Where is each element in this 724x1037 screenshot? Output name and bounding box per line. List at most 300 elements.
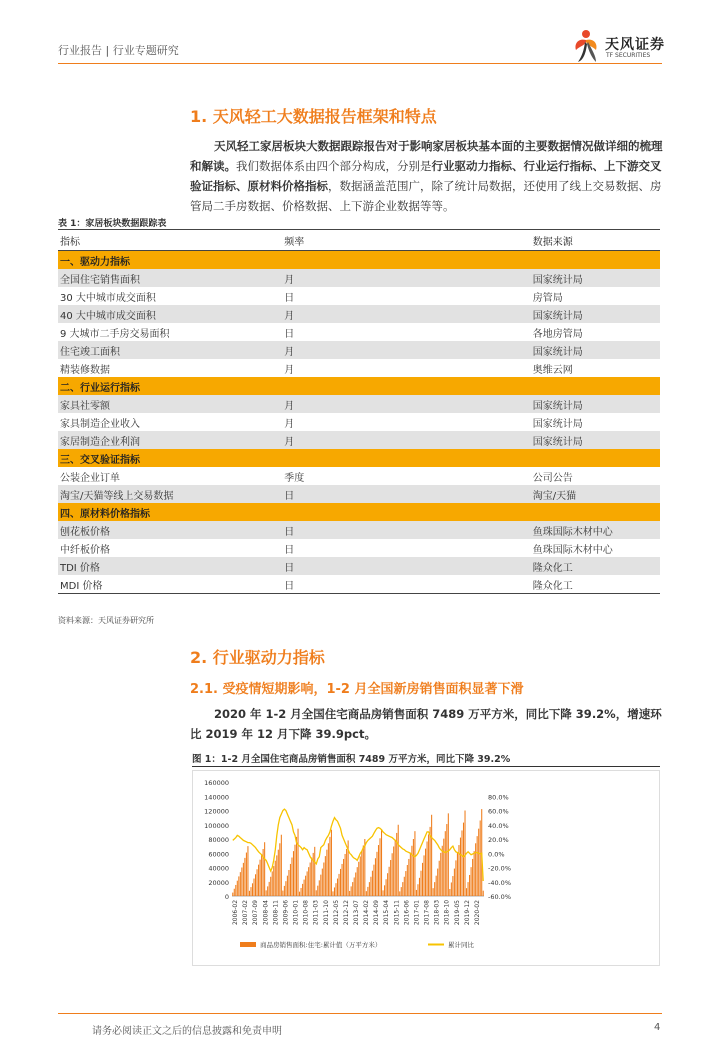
- cell-source: 房管局: [532, 292, 563, 304]
- bar: [322, 869, 323, 896]
- bar: [430, 827, 431, 896]
- bar: [404, 877, 405, 896]
- bar: [427, 841, 428, 896]
- bar: [325, 856, 326, 896]
- table-row: [58, 467, 660, 485]
- bar: [393, 846, 394, 896]
- cell-indicator: 家具制造企业收入: [60, 418, 140, 430]
- x-tick-label: 2010-01: [292, 899, 300, 926]
- lead-bold: 天风轻工家居板块大数据跟踪报告对于影响家居板块基本面的主要数据情况做详细的梳理和解读。: [190, 139, 663, 173]
- bar: [258, 865, 259, 896]
- bar: [316, 890, 317, 896]
- logo-name-en: TF SECURITIES: [606, 52, 651, 59]
- tf-logo-icon: [572, 28, 600, 64]
- bar: [477, 836, 478, 896]
- bar: [294, 845, 295, 896]
- y-right-tick-label: 20.0%: [488, 836, 509, 844]
- bar: [320, 875, 321, 896]
- y-left-tick-label: 80000: [208, 836, 229, 844]
- bar: [305, 876, 306, 896]
- logo-name-cn: 天风证券: [605, 37, 665, 53]
- legend-bar-label: 商品房销售面积:住宅:累计值（万平方米）: [260, 941, 382, 949]
- body-text-2: ，数据涵盖范围广，除了统计局数据，还使用了线上交易数据、房管局二手房数据、价格数据、上下游企业数据等等。: [190, 179, 662, 213]
- bar: [278, 850, 279, 896]
- y-left-tick-label: 140000: [204, 793, 229, 802]
- table-row: [58, 287, 660, 305]
- cell-source: 国家统计局: [531, 395, 660, 413]
- cell-source: 国家统计局: [531, 305, 660, 323]
- bar: [275, 861, 276, 896]
- cell-source: 各地房管局: [532, 328, 583, 340]
- bar: [241, 868, 242, 897]
- cell-source: [531, 449, 660, 467]
- bar: [355, 872, 356, 896]
- bar: [383, 890, 384, 896]
- cell-frequency: 月: [282, 341, 530, 359]
- bar: [328, 843, 329, 896]
- bar: [279, 843, 280, 896]
- y-left-tick-label: 60000: [208, 850, 229, 859]
- bar: [346, 849, 347, 896]
- bar: [358, 862, 359, 896]
- bar: [363, 845, 364, 896]
- y-right-tick-label: -20.0%: [488, 864, 511, 873]
- bar: [370, 877, 371, 896]
- cell-indicator: 二、行业运行指标: [58, 377, 282, 395]
- table-row: [58, 539, 660, 557]
- table-row: [58, 431, 660, 449]
- bar: [304, 880, 305, 896]
- bar: [257, 869, 258, 896]
- x-tick-label: 2010-08: [302, 900, 310, 926]
- cell-frequency: 日: [282, 575, 530, 594]
- table-row: [58, 269, 660, 287]
- bar: [249, 891, 250, 896]
- cell-frequency: 月: [282, 431, 530, 449]
- x-tick-label: 2012-05: [332, 899, 340, 926]
- cell-source: 鱼珠国际木材中心: [532, 544, 613, 556]
- bar: [291, 858, 292, 896]
- cell-indicator: 精装修数据: [60, 364, 110, 376]
- bar: [378, 845, 379, 896]
- bar: [443, 839, 444, 896]
- bar: [252, 883, 253, 896]
- cell-source: 国家统计局: [531, 341, 660, 359]
- cell-indicator: 家居制造企业利润: [58, 431, 282, 449]
- bar: [414, 831, 415, 896]
- bar: [401, 887, 402, 896]
- bar: [448, 813, 449, 896]
- bar: [417, 884, 418, 896]
- cell-indicator: 淘宝/天猫等线上交易数据: [58, 485, 282, 503]
- bar: [428, 834, 429, 896]
- col-header-frequency: 频率: [282, 230, 530, 251]
- bar: [284, 886, 285, 896]
- cell-source: [531, 377, 660, 395]
- bar: [389, 867, 390, 896]
- table-category-row: [58, 449, 660, 467]
- table-row: [58, 413, 660, 431]
- cell-indicator: MDI 价格: [58, 575, 282, 594]
- cell-source: 国家统计局: [532, 418, 583, 430]
- bar: [243, 863, 244, 896]
- y-left-tick-label: 40000: [208, 864, 229, 873]
- data-tracking-table: [58, 229, 660, 594]
- cell-indicator: 住宅竣工面积: [58, 341, 282, 359]
- table-category-row: [58, 251, 660, 270]
- y-right-tick-label: -60.0%: [488, 893, 511, 901]
- bar: [451, 882, 452, 896]
- bar: [331, 830, 332, 896]
- bar: [308, 867, 309, 896]
- cell-frequency: 月: [282, 269, 530, 287]
- bar: [337, 879, 338, 896]
- bar: [301, 888, 302, 896]
- bar: [437, 869, 438, 896]
- bar: [433, 888, 434, 896]
- bar: [439, 861, 440, 896]
- cell-source: 隆众化工: [531, 575, 660, 594]
- bar: [282, 891, 283, 896]
- cell-source: 淘宝/天猫: [531, 485, 660, 503]
- x-tick-label: 2019-12: [463, 900, 471, 926]
- bar: [464, 811, 465, 897]
- x-tick-label: 2009-06: [282, 899, 290, 926]
- y-left-tick-label: 160000: [204, 779, 229, 787]
- cell-source: 奥维云网: [532, 364, 573, 376]
- cell-frequency: 日: [284, 544, 295, 556]
- bar: [234, 889, 235, 896]
- bar: [269, 882, 270, 896]
- x-tick-label: 2018-10: [443, 899, 451, 926]
- bar: [288, 870, 289, 896]
- cell-source: 公司公告: [532, 472, 573, 484]
- bar: [478, 829, 479, 896]
- bar: [386, 879, 387, 896]
- table-row: [58, 395, 660, 413]
- table-row: [58, 485, 660, 503]
- bar: [475, 843, 476, 896]
- bar: [352, 882, 353, 896]
- bar: [455, 860, 456, 896]
- bar: [276, 855, 277, 896]
- bar: [296, 837, 297, 896]
- bar: [369, 882, 370, 896]
- bar: [354, 877, 355, 896]
- bar: [392, 853, 393, 896]
- bar: [326, 850, 327, 896]
- x-tick-label: 2011-10: [322, 900, 330, 926]
- bar: [424, 855, 425, 896]
- bar: [384, 885, 385, 896]
- y-right-tick-label: 60.0%: [488, 807, 509, 816]
- bar: [440, 853, 441, 896]
- bar: [434, 882, 435, 896]
- bar: [335, 883, 336, 896]
- bar: [425, 849, 426, 896]
- bar: [483, 891, 484, 896]
- y-left-tick-label: 120000: [204, 807, 229, 816]
- table-header-row: [58, 230, 660, 251]
- bar: [398, 825, 399, 896]
- bar: [343, 859, 344, 896]
- figure-divider: [192, 766, 660, 767]
- x-tick-label: 2014-02: [363, 900, 371, 926]
- bar: [281, 835, 282, 896]
- x-tick-label: 2014-09: [373, 900, 381, 926]
- cell-indicator: 中纤板价格: [60, 544, 110, 556]
- bar: [329, 837, 330, 896]
- cell-indicator: TDI 价格: [58, 557, 282, 575]
- bar: [361, 851, 362, 896]
- x-tick-label: 2008-04: [262, 900, 270, 926]
- bar: [351, 886, 352, 896]
- cell-frequency: [282, 251, 530, 270]
- cell-indicator: 四、原材料价格指标: [58, 503, 282, 521]
- bar: [463, 823, 464, 896]
- bar: [255, 874, 256, 896]
- section-2-1-subtitle: 2.1. 受疫情短期影响，1-2 月全国新房销售面积显著下滑: [190, 682, 524, 697]
- cell-frequency: 月: [284, 364, 295, 376]
- bar: [232, 893, 233, 896]
- bar: [436, 876, 437, 896]
- figure-caption: 图 1：1-2 月全国住宅商品房销售面积 7489 万平方米，同比下降 39.2%: [192, 754, 511, 765]
- bar: [299, 892, 300, 896]
- legend-line-label: 累计同比: [448, 941, 474, 949]
- bar: [311, 858, 312, 896]
- bar: [373, 865, 374, 896]
- cell-indicator: 公装企业订单: [60, 472, 120, 484]
- cell-indicator: 9 大城市二手房交易面积: [60, 328, 170, 340]
- x-tick-label: 2007-02: [242, 899, 250, 926]
- x-tick-label: 2006-02: [232, 899, 239, 926]
- cell-frequency: [282, 377, 530, 395]
- bar: [390, 860, 391, 896]
- table-row: [58, 521, 660, 539]
- bar: [310, 863, 311, 896]
- x-tick-label: 2015-11: [393, 899, 401, 926]
- y-right-tick-label: 0.0%: [488, 850, 505, 859]
- y-left-tick-label: 0: [224, 893, 229, 901]
- table-row: [58, 341, 660, 359]
- bar: [364, 839, 365, 896]
- x-tick-label: 2017-08: [423, 900, 431, 926]
- y-left-tick-label: 20000: [208, 878, 229, 887]
- bar: [260, 860, 261, 896]
- bar: [264, 842, 265, 896]
- bar: [468, 882, 469, 896]
- bar: [270, 877, 271, 896]
- y-right-tick-label: 40.0%: [488, 821, 509, 830]
- bar: [471, 867, 472, 896]
- x-tick-label: 2017-01: [413, 900, 421, 926]
- section-2-title: 2. 行业驱动力指标: [190, 648, 325, 667]
- sales-area-chart: [192, 772, 532, 958]
- x-tick-label: 2007-09: [252, 900, 260, 926]
- bar: [247, 846, 248, 896]
- bar: [360, 856, 361, 896]
- table-row: [58, 575, 660, 594]
- cell-frequency: 月: [284, 418, 295, 430]
- bar: [460, 838, 461, 896]
- cell-frequency: [282, 449, 530, 467]
- bar: [454, 869, 455, 896]
- bar: [332, 891, 333, 896]
- cell-frequency: 日: [282, 557, 530, 575]
- cell-indicator: 30 大中城市成交面积: [60, 292, 156, 304]
- bar: [237, 881, 238, 896]
- table-row: [58, 359, 660, 377]
- bar: [469, 875, 470, 896]
- section-2-paragraph: 2020 年 1-2 月全国住宅商品房销售面积 7489 万平方米，同比下降 39.2%，增速环比 2019 年 12 月下降 39.9pct。: [190, 707, 662, 741]
- bar: [235, 885, 236, 896]
- cell-indicator: 家具社零额: [58, 395, 282, 413]
- footer-disclaimer: 请务必阅读正文之后的信息披露和免责申明: [92, 1026, 282, 1037]
- bar: [445, 831, 446, 896]
- bar: [405, 871, 406, 896]
- bar: [293, 851, 294, 896]
- bar: [334, 887, 335, 896]
- cell-frequency: 月: [282, 395, 530, 413]
- table-category-row: [58, 377, 660, 395]
- cell-indicator: 40 大中城市成交面积: [58, 305, 282, 323]
- bar: [408, 859, 409, 896]
- bar: [250, 887, 251, 896]
- cell-frequency: 日: [282, 485, 530, 503]
- bar: [314, 847, 315, 896]
- bar: [379, 838, 380, 896]
- bar: [461, 830, 462, 896]
- cell-source: [531, 251, 660, 270]
- y-right-tick-label: -40.0%: [488, 878, 511, 887]
- cell-frequency: 日: [282, 521, 530, 539]
- bar: [340, 869, 341, 896]
- cell-source: 隆众化工: [531, 557, 660, 575]
- bar: [342, 864, 343, 896]
- table-category-row: [58, 503, 660, 521]
- bar: [307, 871, 308, 896]
- cell-frequency: [282, 503, 530, 521]
- col-header-indicator: 指标: [58, 230, 282, 251]
- y-left-tick-label: 100000: [204, 821, 229, 830]
- bar: [457, 852, 458, 896]
- table-row: [58, 305, 660, 323]
- bar: [452, 876, 453, 896]
- bar: [399, 891, 400, 896]
- bar: [474, 851, 475, 896]
- table-caption: 表 1：家居板块数据跟踪表: [58, 219, 167, 229]
- bar: [345, 854, 346, 896]
- cell-frequency: 季度: [284, 472, 305, 484]
- bar: [338, 874, 339, 896]
- bar: [273, 866, 274, 896]
- bar: [298, 829, 299, 896]
- header-divider: [58, 63, 662, 64]
- bar: [416, 890, 417, 896]
- bar: [272, 871, 273, 896]
- y-right-tick-label: 80.0%: [488, 793, 509, 802]
- bar: [446, 824, 447, 896]
- bar: [375, 858, 376, 896]
- cell-source: 鱼珠国际木材中心: [531, 521, 660, 539]
- bar: [410, 853, 411, 896]
- cell-source: [531, 503, 660, 521]
- bar: [317, 886, 318, 896]
- legend-bar-swatch: [240, 942, 256, 947]
- bar: [472, 859, 473, 896]
- cell-indicator: 全国住宅销售面积: [58, 269, 282, 287]
- bar: [395, 840, 396, 896]
- cell-source: 国家统计局: [531, 431, 660, 449]
- bar: [287, 876, 288, 896]
- bar: [244, 858, 245, 896]
- brand-logo: [572, 28, 672, 68]
- bar: [367, 887, 368, 896]
- col-header-source: 数据来源: [531, 230, 660, 251]
- bold-text-1: 行业驱动力指标、行业运行指标、上下游交叉验证指标、原材料价格指标: [190, 159, 662, 193]
- x-tick-label: 2011-03: [312, 900, 320, 926]
- bar: [431, 815, 432, 896]
- section-1-title: 1. 天风轻工大数据报告框架和特点: [190, 107, 437, 126]
- bar: [261, 855, 262, 896]
- bar: [266, 890, 267, 896]
- bar: [290, 864, 291, 896]
- table-row: [58, 557, 660, 575]
- bar: [246, 853, 247, 896]
- bar: [319, 880, 320, 896]
- page-number: 4: [654, 1022, 661, 1033]
- bar: [238, 876, 239, 896]
- bar: [449, 889, 450, 896]
- x-tick-label: 2020-02: [474, 900, 481, 926]
- bar: [349, 891, 350, 896]
- cell-source: 国家统计局: [531, 269, 660, 287]
- cell-indicator: 一、驱动力指标: [58, 251, 282, 270]
- bar: [407, 865, 408, 896]
- table-source: 资料来源：天风证券研究所: [58, 616, 154, 625]
- cell-frequency: 月: [282, 305, 530, 323]
- cell-frequency: 日: [284, 292, 295, 304]
- x-tick-label: 2013-07: [353, 900, 360, 926]
- bar: [240, 872, 241, 896]
- cell-frequency: 日: [284, 328, 295, 340]
- x-tick-label: 2012-12: [342, 899, 350, 926]
- x-tick-label: 2018-03: [433, 899, 441, 926]
- bar: [422, 863, 423, 896]
- table-row: [58, 323, 660, 341]
- bar: [323, 863, 324, 896]
- bar: [466, 888, 467, 896]
- x-tick-label: 2019-05: [453, 900, 461, 926]
- bar: [376, 852, 377, 896]
- bar: [253, 879, 254, 896]
- x-tick-label: 2016-06: [403, 900, 411, 926]
- footer-divider: [58, 1013, 662, 1014]
- bar: [387, 873, 388, 896]
- report-breadcrumb: 行业报告 | 行业专题研究: [58, 44, 179, 57]
- bar: [267, 886, 268, 896]
- bar: [285, 881, 286, 896]
- bar: [357, 867, 358, 896]
- bar: [413, 839, 414, 896]
- bar: [442, 846, 443, 896]
- x-tick-label: 2015-04: [383, 899, 391, 926]
- bar: [302, 884, 303, 896]
- bar: [480, 820, 481, 896]
- bar: [381, 829, 382, 896]
- body-text-1: 我们数据体系由四个部分构成，分别是: [236, 159, 432, 173]
- bar: [366, 891, 367, 896]
